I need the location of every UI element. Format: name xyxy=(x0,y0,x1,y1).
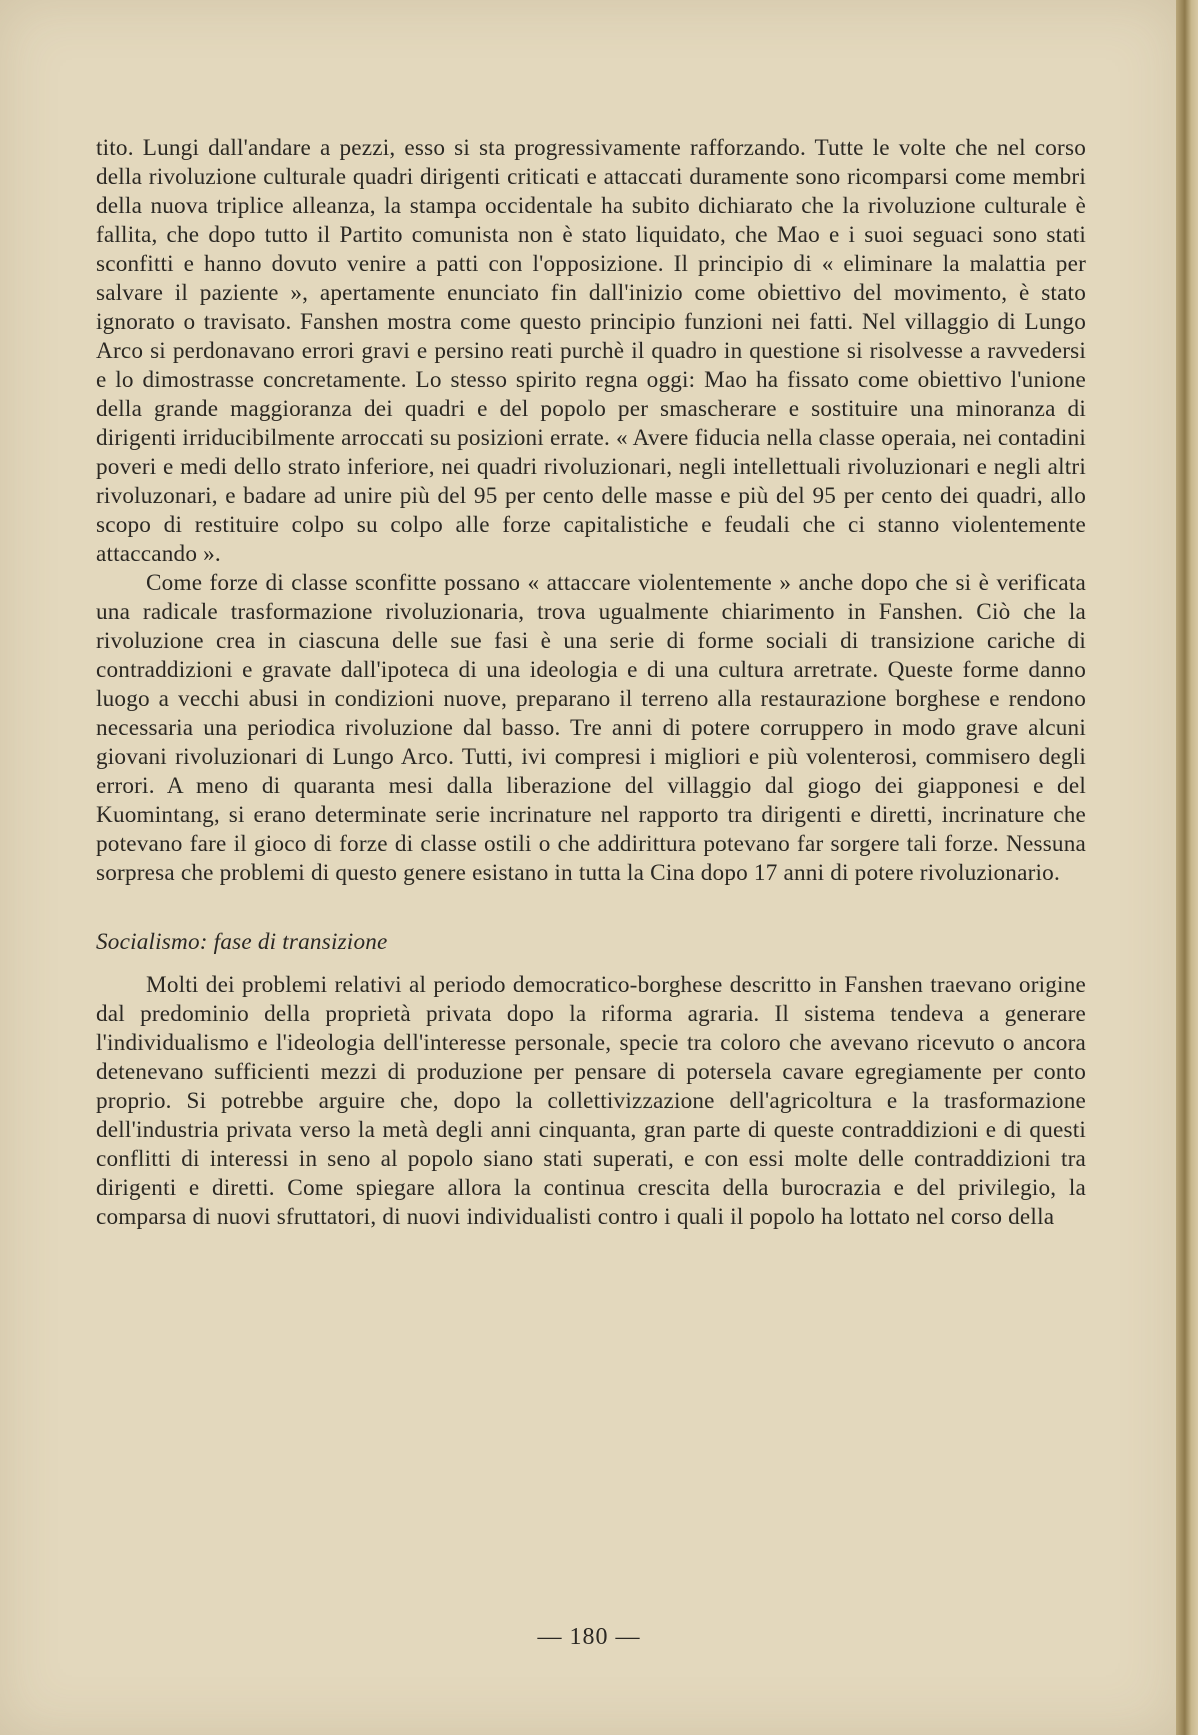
page-number: — 180 — xyxy=(537,1624,641,1650)
paragraph-continuation: tito. Lungi dall'andare a pezzi, esso si sta progressivamente rafforzando. Tutte le volte che nel corso della rivoluzione culturale quadri dirigenti criticati e attaccati duramente sono ricomparsi come membri della nuova triplice alleanza, la stampa occidentale ha subito dichiarato che la rivoluzione culturale è fallita, che dopo tutto il Partito comunista non è stato liquidato, che Mao e i suoi seguaci sono stati sconfitti e hanno dovuto venire a patti con l'opposizione. Il principio di « eliminare la malattia per salvare il paziente », apertamente enunciato fin dall'inizio come obiettivo del movimento, è stato ignorato o travisato. Fanshen mostra come questo principio funzioni nei fatti. Nel villaggio di Lungo Arco si perdonavano errori gravi e persino reati purchè il quadro in questione si risolvesse a ravvedersi e lo dimostrasse concretamente. Lo stesso spirito regna oggi: Mao ha fissato come obiettivo l'unione della grande maggioranza dei quadri e del popolo per smascherare e sostituire una minoranza di dirigenti irriducibilmente arroccati su posizioni errate. « Avere fiducia nella classe operaia, nei contadini poveri e medi dello strato inferiore, nei quadri rivoluzionari, negli intellettuali rivoluzionari e negli altri rivoluzonari, e badare ad unire più del 95 per cento delle masse e più del 95 per cento dei quadri, allo scopo di restituire colpo su colpo alle forze capitalistiche e feudali che ci stanno violentemente attaccando ». xyxy=(96,135,1086,567)
page-binding-edge xyxy=(1176,0,1198,1735)
section-heading: Socialismo: fase di transizione xyxy=(96,929,388,955)
page-text-body xyxy=(96,134,1086,1232)
paragraph-socialism: Molti dei problemi relativi al periodo democratico-borghese descritto in Fanshen traevano origine dal predominio della proprietà privata dopo la riforma agraria. Il sistema tendeva a generare l'individualismo e l'ideologia dell'interesse personale, specie tra coloro che avevano ricevuto o ancora detenevano sufficienti mezzi di produzione per pensare di potersela cavare egregiamente per conto proprio. Si potrebbe arguire che, dopo la collettivizzazione dell'agricoltura e la trasformazione dell'industria privata verso la metà degli anni cinquanta, gran parte di queste contraddizioni e di questi conflitti di interessi in seno al popolo siano stati superati, e con essi molte delle contraddizioni tra dirigenti e diretti. Come spiegare allora la continua crescita della burocrazia e del privilegio, la comparsa di nuovi sfruttatori, di nuovi individualisti contro i quali il popolo ha lottato nel corso della xyxy=(96,972,1086,1230)
paragraph-class-forces: Come forze di classe sconfitte possano « attaccare violentemente » anche dopo che si è verificata una radicale trasformazione rivoluzionaria, trova ugualmente chiarimento in Fanshen. Ciò che la rivoluzione crea in ciascuna delle sue fasi è una serie di forme sociali di transizione cariche di contraddizioni e gravate dall'ipoteca di una ideologia e di una cultura arretrate. Queste forme danno luogo a vecchi abusi in condizioni nuove, preparano il terreno alla restaurazione borghese e rendono necessaria una periodica rivoluzione dal basso. Tre anni di potere corruppero in modo grave alcuni giovani rivoluzionari di Lungo Arco. Tutti, ivi compresi i migliori e più volenterosi, commisero degli errori. A meno di quaranta mesi dalla liberazione del villaggio dal giogo dei giapponesi e del Kuomintang, si erano determinate serie incrinature nel rapporto tra dirigenti e diretti, incrinature che potevano fare il gioco di forze di classe ostili o che addirittura potevano far sorgere tali forze. Nessuna sorpresa che problemi di questo genere esistano in tutta la Cina dopo 17 anni di potere rivoluzionario. xyxy=(96,570,1086,886)
